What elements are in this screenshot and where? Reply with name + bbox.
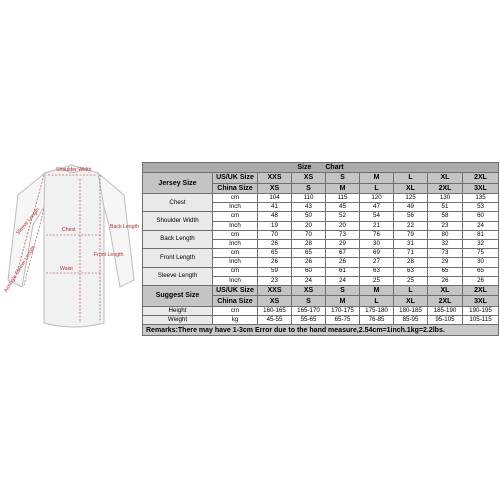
value-cell: 20 bbox=[326, 221, 360, 230]
value-cell: 19 bbox=[258, 221, 292, 230]
value-cell: 28 bbox=[292, 239, 326, 248]
value-cell: 47 bbox=[360, 203, 394, 212]
value-cell: 49 bbox=[394, 203, 428, 212]
value-cell: 45-55 bbox=[258, 316, 292, 325]
value-cell: 190-195 bbox=[463, 306, 499, 315]
china-size-cell: 2XL bbox=[428, 183, 463, 194]
china-size-cell: S bbox=[292, 183, 326, 194]
value-cell: 70 bbox=[292, 230, 326, 239]
measurement-name: Shoulder Width bbox=[143, 212, 213, 230]
label-shoulder-width: Shoulder Width bbox=[56, 167, 92, 173]
value-cell: 26 bbox=[258, 258, 292, 267]
value-cell: 54 bbox=[360, 212, 394, 221]
us-uk-size-cell: XL bbox=[428, 285, 463, 296]
value-cell: 170-175 bbox=[326, 306, 360, 315]
value-cell: 45 bbox=[326, 203, 360, 212]
value-cell: 24 bbox=[326, 276, 360, 285]
us-uk-size-cell: XS bbox=[292, 285, 326, 296]
us-uk-size-cell: XXS bbox=[258, 173, 292, 184]
china-size-label: China Size bbox=[213, 296, 258, 307]
value-cell: 60 bbox=[463, 212, 499, 221]
value-cell: 28 bbox=[394, 258, 428, 267]
value-cell: 110 bbox=[292, 194, 326, 203]
value-cell: 43 bbox=[292, 203, 326, 212]
us-uk-size-label: US/UK Size bbox=[213, 173, 258, 184]
label-waist: Waist bbox=[60, 266, 73, 272]
value-cell: 65 bbox=[428, 267, 463, 276]
value-cell: 63 bbox=[360, 267, 394, 276]
us-uk-size-cell: XL bbox=[428, 173, 463, 184]
us-uk-size-cell: M bbox=[360, 173, 394, 184]
value-cell: 20 bbox=[292, 221, 326, 230]
value-cell: 32 bbox=[463, 239, 499, 248]
measurement-name: Chest bbox=[143, 194, 213, 212]
value-cell: 180-185 bbox=[394, 306, 428, 315]
table-row bbox=[143, 212, 499, 221]
value-cell: 71 bbox=[394, 249, 428, 258]
value-cell: 29 bbox=[326, 239, 360, 248]
value-cell: 25 bbox=[360, 276, 394, 285]
value-cell: 67 bbox=[326, 249, 360, 258]
size-header-row bbox=[143, 173, 499, 184]
china-size-cell: M bbox=[326, 183, 360, 194]
value-cell: 115 bbox=[326, 194, 360, 203]
us-uk-size-label: US/UK Size bbox=[213, 285, 258, 296]
unit-cell: cm bbox=[213, 249, 258, 258]
china-size-cell: 2XL bbox=[428, 296, 463, 307]
unit-cell: cm bbox=[213, 230, 258, 239]
us-uk-size-cell: M bbox=[360, 285, 394, 296]
value-cell: 85-95 bbox=[394, 316, 428, 325]
size-chart-body bbox=[143, 163, 499, 336]
measurement-name: Sleeve Length bbox=[143, 267, 213, 285]
label-back-length: Back Length bbox=[110, 224, 139, 230]
value-cell: 175-180 bbox=[360, 306, 394, 315]
value-cell: 69 bbox=[360, 249, 394, 258]
value-cell: 26 bbox=[292, 258, 326, 267]
value-cell: 104 bbox=[258, 194, 292, 203]
value-cell: 130 bbox=[428, 194, 463, 203]
china-size-cell: L bbox=[360, 296, 394, 307]
unit-cell: cm bbox=[213, 194, 258, 203]
us-uk-size-cell: L bbox=[394, 285, 428, 296]
value-cell: 31 bbox=[394, 239, 428, 248]
unit-cell: Inch bbox=[213, 239, 258, 248]
value-cell: 160-165 bbox=[258, 306, 292, 315]
value-cell: 76 bbox=[360, 230, 394, 239]
value-cell: 63 bbox=[394, 267, 428, 276]
china-size-cell: S bbox=[292, 296, 326, 307]
table-title bbox=[143, 163, 499, 173]
china-size-cell: XL bbox=[394, 296, 428, 307]
value-cell: 65-75 bbox=[326, 316, 360, 325]
value-cell: 22 bbox=[394, 221, 428, 230]
value-cell: 53 bbox=[463, 203, 499, 212]
table-row bbox=[143, 230, 499, 239]
value-cell: 55-65 bbox=[292, 316, 326, 325]
us-uk-size-cell: XS bbox=[292, 173, 326, 184]
unit-cell: cm bbox=[213, 306, 258, 315]
value-cell: 32 bbox=[428, 239, 463, 248]
unit-cell: Inch bbox=[213, 258, 258, 267]
value-cell: 41 bbox=[258, 203, 292, 212]
suggest-name: Height bbox=[143, 306, 213, 315]
value-cell: 70 bbox=[258, 230, 292, 239]
us-uk-size-cell: S bbox=[326, 173, 360, 184]
value-cell: 52 bbox=[326, 212, 360, 221]
value-cell: 65 bbox=[258, 249, 292, 258]
value-cell: 24 bbox=[463, 221, 499, 230]
measurement-name: Front Length bbox=[143, 249, 213, 267]
value-cell: 26 bbox=[463, 276, 499, 285]
value-cell: 95-105 bbox=[428, 316, 463, 325]
value-cell: 56 bbox=[394, 212, 428, 221]
unit-cell: Inch bbox=[213, 221, 258, 230]
unit-cell: cm bbox=[213, 212, 258, 221]
us-uk-size-cell: L bbox=[394, 173, 428, 184]
value-cell: 61 bbox=[326, 267, 360, 276]
table-row bbox=[143, 194, 499, 203]
label-armhole-sleeve-length: Armhole Sleeve Length bbox=[3, 244, 37, 294]
value-cell: 25 bbox=[394, 276, 428, 285]
title-size: Size bbox=[297, 164, 312, 171]
table-row bbox=[143, 267, 499, 276]
value-cell: 24 bbox=[292, 276, 326, 285]
remarks-text: Remarks:There may have 1-3cm Error due to the hand measure,2.54cm=1inch.1kg=2.2lbs. bbox=[143, 325, 499, 336]
china-size-cell: XL bbox=[394, 183, 428, 194]
value-cell: 105-115 bbox=[463, 316, 499, 325]
unit-cell: kg bbox=[213, 316, 258, 325]
table-row bbox=[143, 306, 499, 315]
size-header-row bbox=[143, 285, 499, 296]
value-cell: 59 bbox=[258, 267, 292, 276]
value-cell: 135 bbox=[463, 194, 499, 203]
value-cell: 73 bbox=[428, 249, 463, 258]
value-cell: 65 bbox=[463, 267, 499, 276]
value-cell: 30 bbox=[360, 239, 394, 248]
value-cell: 65 bbox=[292, 249, 326, 258]
measurement-name: Back Length bbox=[143, 230, 213, 248]
jersey-size-label: Jersey Size bbox=[143, 173, 213, 194]
label-sleeve-length: Sleeve Length bbox=[15, 206, 42, 237]
value-cell: 50 bbox=[292, 212, 326, 221]
suggest-name: Weight bbox=[143, 316, 213, 325]
china-size-cell: L bbox=[360, 183, 394, 194]
value-cell: 51 bbox=[428, 203, 463, 212]
jersey-measurement-diagram bbox=[0, 155, 143, 355]
china-size-cell: XS bbox=[258, 296, 292, 307]
value-cell: 80 bbox=[428, 230, 463, 239]
value-cell: 185-190 bbox=[428, 306, 463, 315]
unit-cell: cm bbox=[213, 267, 258, 276]
value-cell: 58 bbox=[428, 212, 463, 221]
china-size-label: China Size bbox=[213, 183, 258, 194]
table-row bbox=[143, 316, 499, 325]
value-cell: 48 bbox=[258, 212, 292, 221]
value-cell: 81 bbox=[463, 230, 499, 239]
value-cell: 26 bbox=[326, 258, 360, 267]
title-chart: Chart bbox=[325, 164, 344, 171]
china-size-cell: XS bbox=[258, 183, 292, 194]
suggest-size-label: Suggest Size bbox=[143, 285, 213, 306]
value-cell: 60 bbox=[292, 267, 326, 276]
value-cell: 26 bbox=[258, 239, 292, 248]
label-front-length: Front Length bbox=[94, 252, 124, 258]
value-cell: 76-85 bbox=[360, 316, 394, 325]
size-chart-table bbox=[142, 162, 499, 336]
value-cell: 21 bbox=[360, 221, 394, 230]
unit-cell: Inch bbox=[213, 203, 258, 212]
value-cell: 79 bbox=[394, 230, 428, 239]
value-cell: 165-170 bbox=[292, 306, 326, 315]
value-cell: 125 bbox=[394, 194, 428, 203]
label-chest: Chest bbox=[62, 227, 76, 233]
us-uk-size-cell: XXS bbox=[258, 285, 292, 296]
china-size-cell: M bbox=[326, 296, 360, 307]
value-cell: 29 bbox=[428, 258, 463, 267]
value-cell: 23 bbox=[428, 221, 463, 230]
unit-cell: Inch bbox=[213, 276, 258, 285]
table-row bbox=[143, 249, 499, 258]
us-uk-size-cell: 2XL bbox=[463, 285, 499, 296]
remarks-row bbox=[143, 325, 499, 336]
table-title-row bbox=[143, 163, 499, 173]
value-cell: 23 bbox=[258, 276, 292, 285]
china-size-cell: 3XL bbox=[463, 183, 499, 194]
value-cell: 75 bbox=[463, 249, 499, 258]
us-uk-size-cell: 2XL bbox=[463, 173, 499, 184]
value-cell: 73 bbox=[326, 230, 360, 239]
us-uk-size-cell: S bbox=[326, 285, 360, 296]
china-size-cell: 3XL bbox=[463, 296, 499, 307]
value-cell: 27 bbox=[360, 258, 394, 267]
value-cell: 26 bbox=[428, 276, 463, 285]
value-cell: 30 bbox=[463, 258, 499, 267]
value-cell: 120 bbox=[360, 194, 394, 203]
